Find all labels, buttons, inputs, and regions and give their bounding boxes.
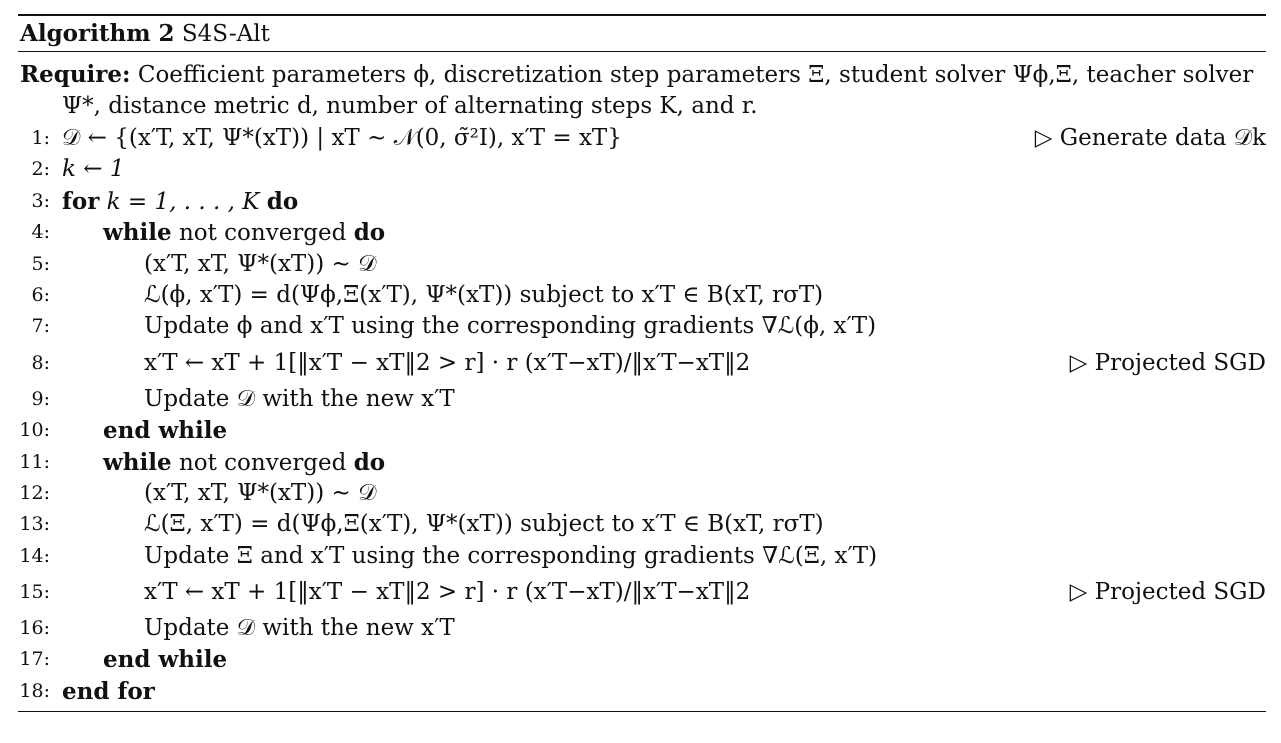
line-18 — [18, 676, 1266, 707]
line-number: 5: — [31, 252, 50, 275]
line-text: (x′T, xT, Ψ*(xT)) ∼ 𝒟 — [144, 479, 377, 506]
keyword: do — [353, 448, 386, 476]
line-5 — [18, 249, 1266, 280]
line-10 — [18, 415, 1266, 446]
line-8 — [18, 343, 1266, 384]
line-text: Update ϕ and x′T using the corresponding gradients ∇ℒ(ϕ, x′T) — [144, 313, 877, 340]
line-2 — [18, 154, 1266, 185]
line-text: ℒ(Ξ, x′T) = d(Ψϕ,Ξ(x′T), Ψ*(xT)) subject to x′T ∈ B(xT, rσT) — [144, 511, 824, 538]
line-14 — [18, 541, 1266, 572]
line-7 — [18, 311, 1266, 342]
line-6 — [18, 280, 1266, 311]
line-text: 𝒟 ← {(x′T, xT, Ψ*(xT)) | xT ∼ 𝒩(0, σ̃²I), x′T = xT} — [62, 125, 622, 151]
keyword: do — [266, 187, 299, 215]
line-13 — [18, 509, 1266, 540]
require-block — [18, 52, 1266, 123]
line-text: x′T ← xT + 1[‖x′T − xT‖2 > r] · r (x′T−xT)/‖x′T−xT‖2 — [144, 579, 751, 606]
line-text: Update Ξ and x′T using the corresponding gradients ∇ℒ(Ξ, x′T) — [144, 542, 878, 569]
line-text — [62, 186, 298, 218]
line-15 — [18, 572, 1266, 613]
line-text: Update 𝒟 with the new x′T — [144, 615, 455, 642]
line-number: 13: — [19, 513, 50, 536]
line-text: end while — [103, 646, 228, 674]
line-number: 7: — [31, 315, 50, 338]
line-12 — [18, 478, 1266, 509]
while-condition: not converged — [178, 449, 347, 476]
line-text: Update 𝒟 with the new x′T — [144, 385, 455, 412]
line-number: 8: — [31, 351, 50, 374]
line-4 — [18, 217, 1266, 248]
algorithm-caption — [18, 16, 1266, 51]
line-number: 4: — [31, 221, 50, 244]
line-number: 2: — [31, 158, 50, 181]
line-text: x′T ← xT + 1[‖x′T − xT‖2 > r] · r (x′T−xT)/‖x′T−xT‖2 — [144, 349, 751, 376]
line-11 — [18, 447, 1266, 478]
algorithm-name: S4S-Alt — [181, 21, 270, 47]
line-9 — [18, 384, 1266, 415]
line-text — [103, 447, 385, 479]
line-number: 11: — [19, 450, 50, 473]
line-number: 9: — [31, 387, 50, 410]
line-number: 18: — [19, 679, 50, 702]
algorithm-lines — [18, 123, 1266, 707]
line-text: end while — [103, 417, 228, 445]
line-text — [103, 217, 385, 249]
algorithm-block — [18, 14, 1266, 712]
line-number: 12: — [19, 481, 50, 504]
line-comment: ▷ Generate data 𝒟k — [1034, 125, 1266, 151]
line-text: k ← 1 — [62, 156, 125, 183]
line-number: 10: — [19, 419, 50, 442]
bottom-rule — [18, 711, 1266, 712]
require-text-1: Coefficient parameters ϕ, discretization step parameters Ξ, student solver Ψϕ,Ξ, teacher solver — [137, 62, 1254, 88]
algorithm-label: Algorithm 2 — [20, 20, 175, 47]
keyword: for — [62, 187, 100, 215]
require-text-2: Ψ*, distance metric d, number of alternating steps K, and r. — [62, 93, 758, 119]
line-17 — [18, 644, 1266, 675]
keyword: while — [103, 219, 172, 247]
line-number: 15: — [19, 581, 50, 604]
require-keyword: Require: — [20, 61, 131, 88]
line-text: (x′T, xT, Ψ*(xT)) ∼ 𝒟 — [144, 250, 377, 277]
line-comment: ▷ Projected SGD — [1069, 579, 1266, 606]
keyword: do — [353, 219, 386, 247]
line-number: 16: — [19, 617, 50, 640]
line-16 — [18, 613, 1266, 644]
while-condition: not converged — [178, 220, 347, 247]
keyword: while — [103, 448, 172, 476]
line-number: 6: — [31, 283, 50, 306]
line-number: 1: — [31, 127, 50, 149]
line-comment: ▷ Projected SGD — [1069, 349, 1266, 376]
line-text: end for — [62, 677, 155, 705]
line-number: 3: — [31, 189, 50, 212]
line-1 — [18, 123, 1266, 154]
line-3 — [18, 186, 1266, 217]
line-text: ℒ(ϕ, x′T) = d(Ψϕ,Ξ(x′T), Ψ*(xT)) subject to x′T ∈ B(xT, rσT) — [144, 281, 824, 308]
line-number: 14: — [19, 544, 50, 567]
line-number: 17: — [19, 648, 50, 671]
for-condition: k = 1, . . . , K — [106, 188, 260, 215]
